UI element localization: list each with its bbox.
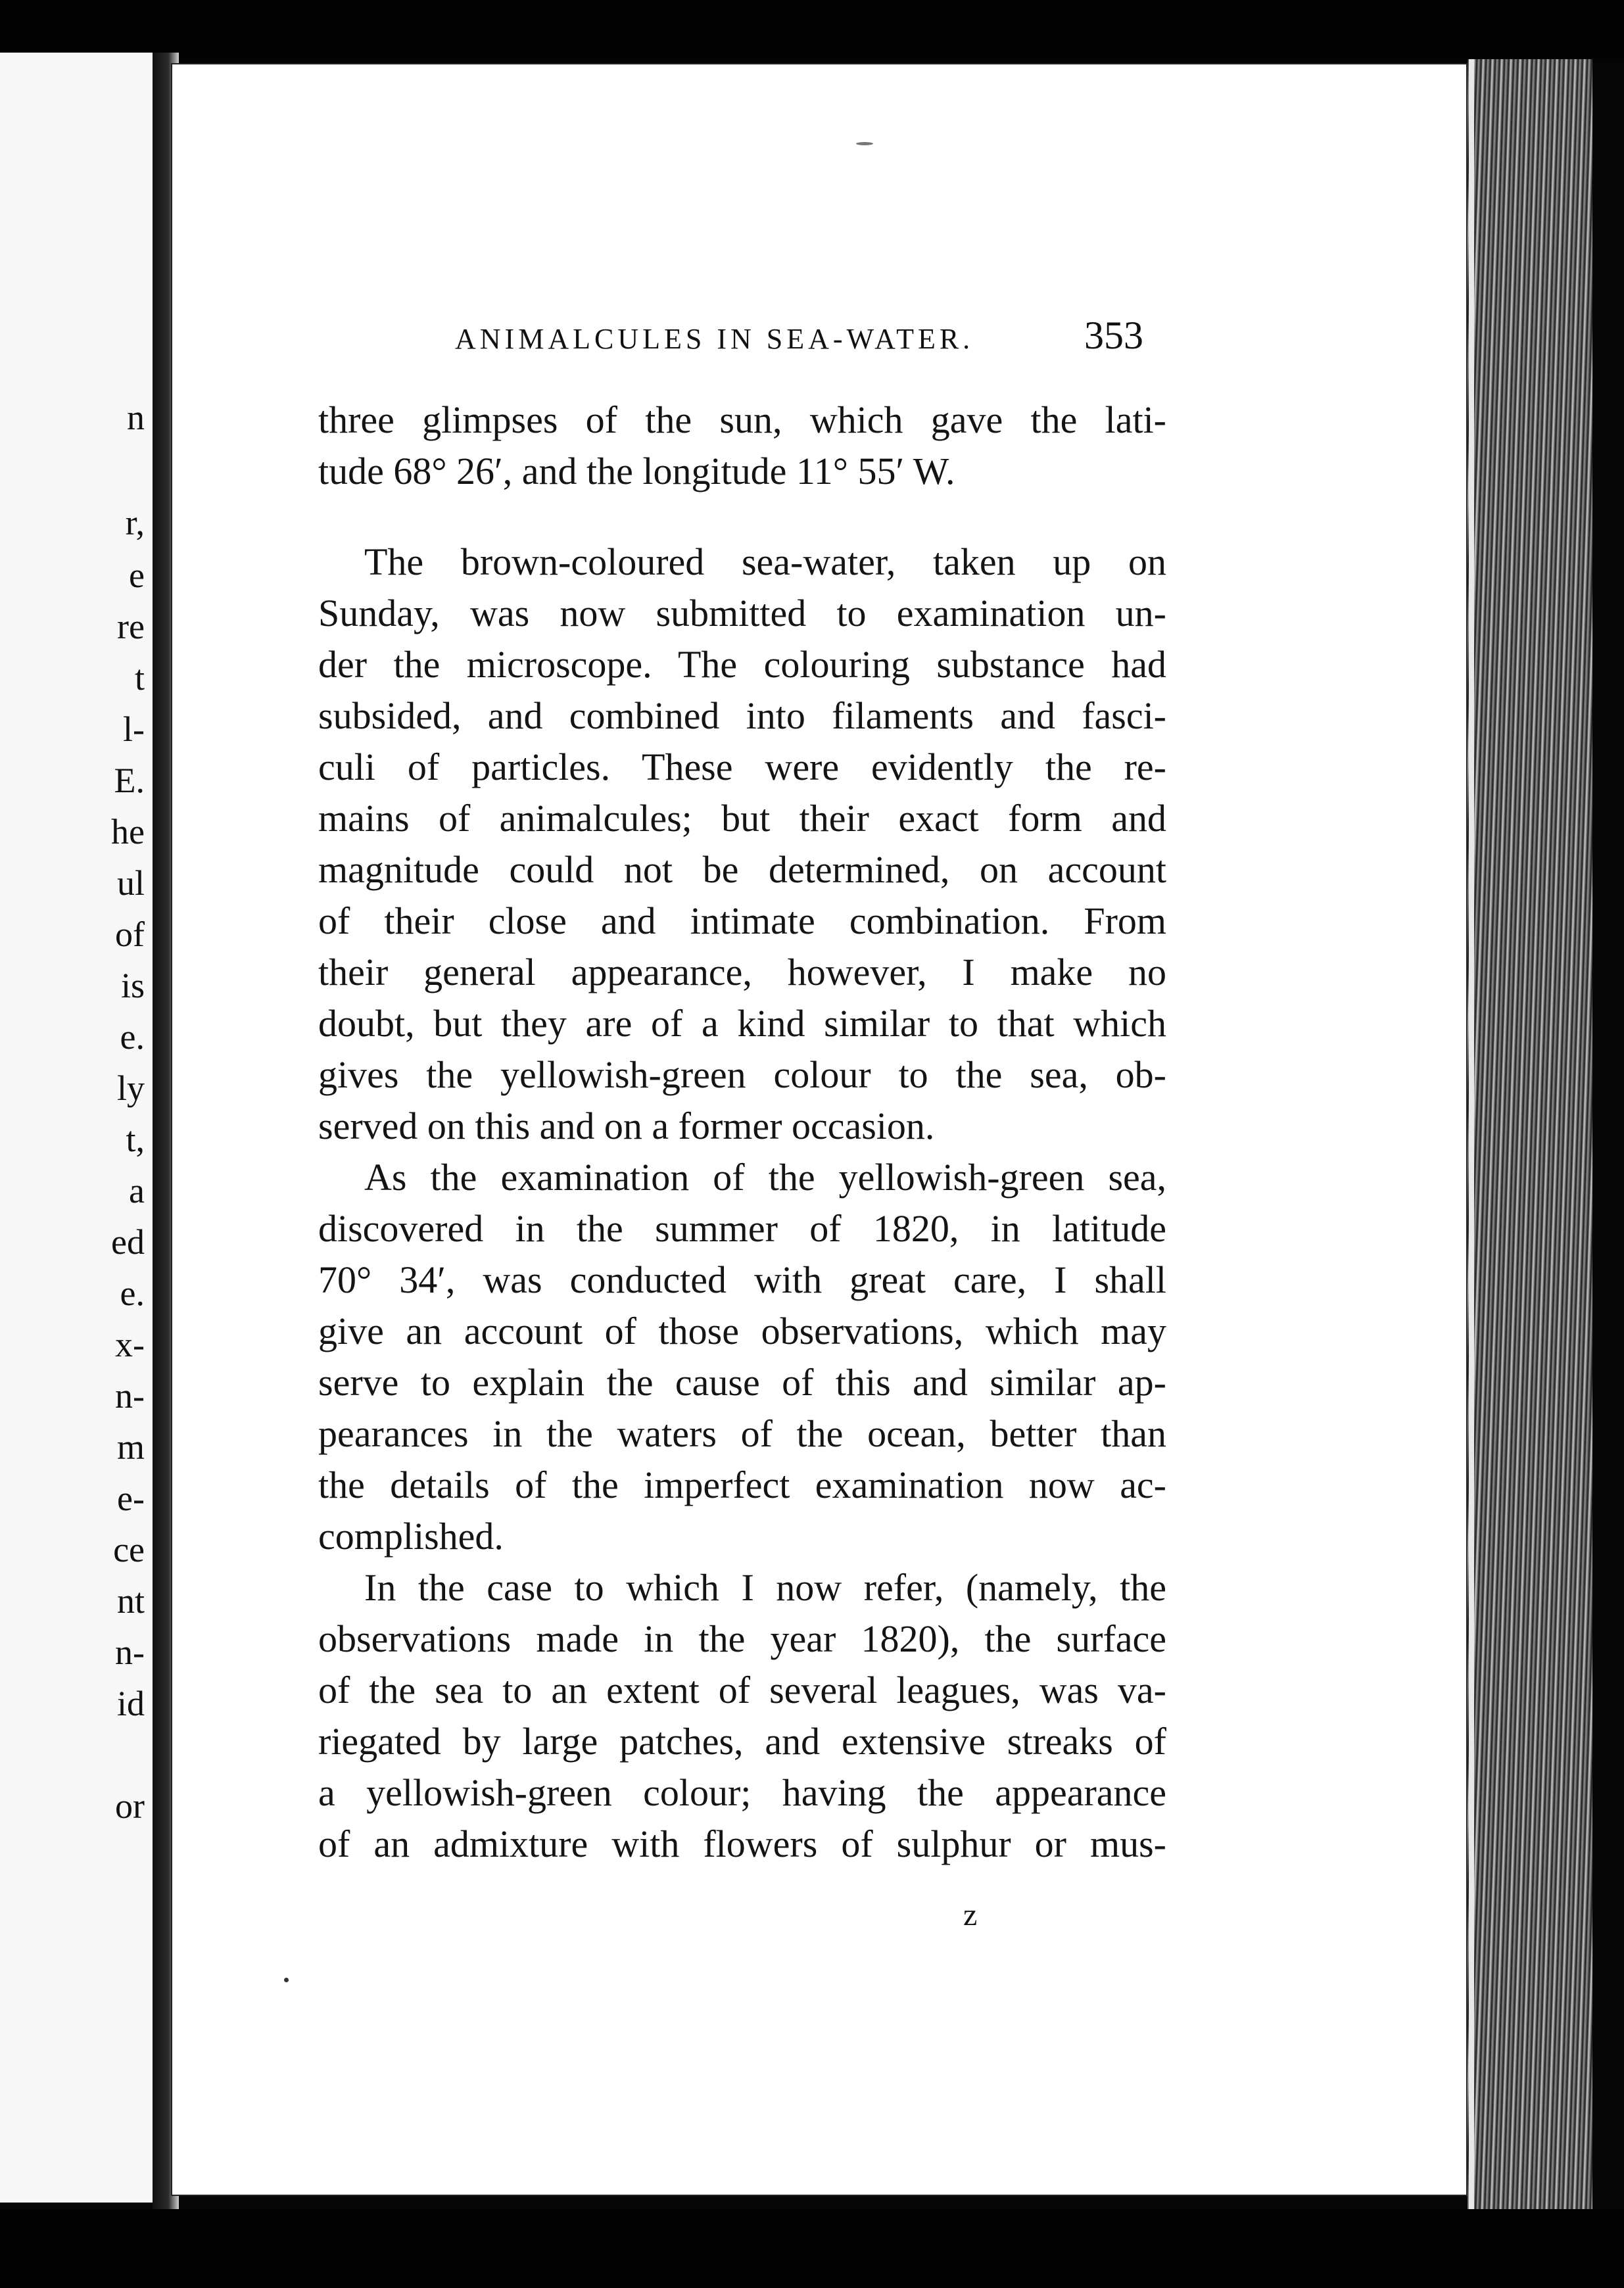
left-page-text-fragments — [0, 53, 153, 2203]
text-line: subsided, and combined into filaments and fasci- — [318, 694, 1166, 737]
paragraph — [318, 1562, 1166, 1870]
page-number: 353 — [1084, 314, 1143, 357]
text-line: mains of animalcules; but their exact form and — [318, 797, 1166, 840]
left-fragment: he — [111, 812, 145, 851]
left-fragment: re — [117, 607, 145, 646]
page-edge-stack — [1468, 59, 1592, 2229]
left-adjacent-page — [0, 53, 162, 2203]
text-line: discovered in the summer of 1820, in latitude — [318, 1207, 1166, 1250]
left-fragment: n- — [115, 1633, 145, 1672]
text-line: Sunday, was now submitted to examination un- — [318, 592, 1166, 634]
left-fragment: ed — [111, 1222, 145, 1262]
text-line: served on this and on a former occasion. — [318, 1105, 935, 1147]
text-line: pearances in the waters of the ocean, better than — [318, 1412, 1166, 1455]
text-line: riegated by large patches, and extensive streaks of — [318, 1720, 1166, 1763]
left-fragment: t, — [126, 1120, 145, 1159]
left-fragment: is — [120, 966, 145, 1005]
left-fragment: of — [115, 915, 145, 954]
text-line: serve to explain the cause of this and similar ap- — [318, 1361, 1166, 1404]
paragraph — [318, 394, 1166, 497]
left-fragment: e. — [120, 1017, 145, 1057]
ink-blemish — [856, 142, 873, 145]
text-line: As the examination of the yellowish-green sea, — [364, 1156, 1166, 1199]
left-fragment: n- — [115, 1376, 145, 1416]
text-line: a yellowish-green colour; having the appearance — [318, 1771, 1166, 1814]
text-line: the details of the imperfect examination now ac- — [318, 1464, 1166, 1506]
text-line: give an account of those observations, which may — [318, 1310, 1166, 1352]
signature-mark: z — [963, 1897, 978, 1932]
ink-blemish — [284, 1978, 289, 1982]
left-fragment: id — [116, 1684, 145, 1723]
left-fragment: n — [127, 398, 145, 437]
text-line: culi of particles. These were evidently the re- — [318, 746, 1166, 788]
text-line: of an admixture with flowers of sulphur or mus- — [318, 1823, 1166, 1865]
left-fragment: r, — [125, 503, 145, 542]
text-line: of the sea to an extent of several leagues, was va- — [318, 1669, 1166, 1711]
left-fragment: t — [134, 658, 145, 698]
left-fragment: e — [129, 556, 145, 595]
running-head-title: ANIMALCULES IN SEA-WATER. — [455, 323, 974, 355]
scan-bottom-border — [0, 2209, 1624, 2288]
text-line: The brown-coloured sea-water, taken up on — [364, 540, 1166, 583]
left-fragment: ly — [116, 1068, 145, 1108]
text-line: 70° 34′, was conducted with great care, I shall — [318, 1258, 1166, 1301]
text-line: gives the yellowish-green colour to the sea, ob- — [318, 1053, 1166, 1096]
text-line: doubt, but they are of a kind similar to that which — [318, 1002, 1166, 1045]
text-line: of their close and intimate combination. From — [318, 899, 1166, 942]
left-fragment: E. — [114, 761, 145, 800]
paragraph — [318, 1152, 1166, 1562]
text-line: magnitude could not be determined, on account — [318, 848, 1166, 891]
left-fragment: a — [129, 1171, 145, 1210]
left-fragment: e. — [120, 1274, 145, 1313]
page-edge-highlight — [1469, 59, 1474, 2229]
text-line: tude 68° 26′, and the longitude 11° 55′ W. — [318, 450, 955, 492]
text-line: their general appearance, however, I make no — [318, 951, 1166, 993]
left-fragment: e- — [117, 1479, 145, 1518]
text-line: complished. — [318, 1515, 504, 1558]
text-line: three glimpses of the sun, which gave the lati- — [318, 398, 1166, 441]
left-fragment: x- — [115, 1325, 145, 1364]
paragraph — [318, 536, 1166, 1152]
body-text — [318, 394, 1166, 1870]
running-head — [172, 309, 1466, 362]
left-fragment: ce — [113, 1530, 145, 1569]
left-fragment: nt — [116, 1581, 145, 1621]
left-fragment: l- — [123, 709, 145, 749]
left-fragment: or — [115, 1786, 145, 1826]
left-fragment: m — [116, 1427, 145, 1467]
text-line: In the case to which I now refer, (namely, the — [364, 1566, 1166, 1609]
text-line: observations made in the year 1820), the surface — [318, 1617, 1166, 1660]
text-line: der the microscope. The colouring substance had — [318, 643, 1166, 686]
left-fragment: ul — [116, 863, 145, 903]
scan-top-border — [0, 0, 1624, 62]
